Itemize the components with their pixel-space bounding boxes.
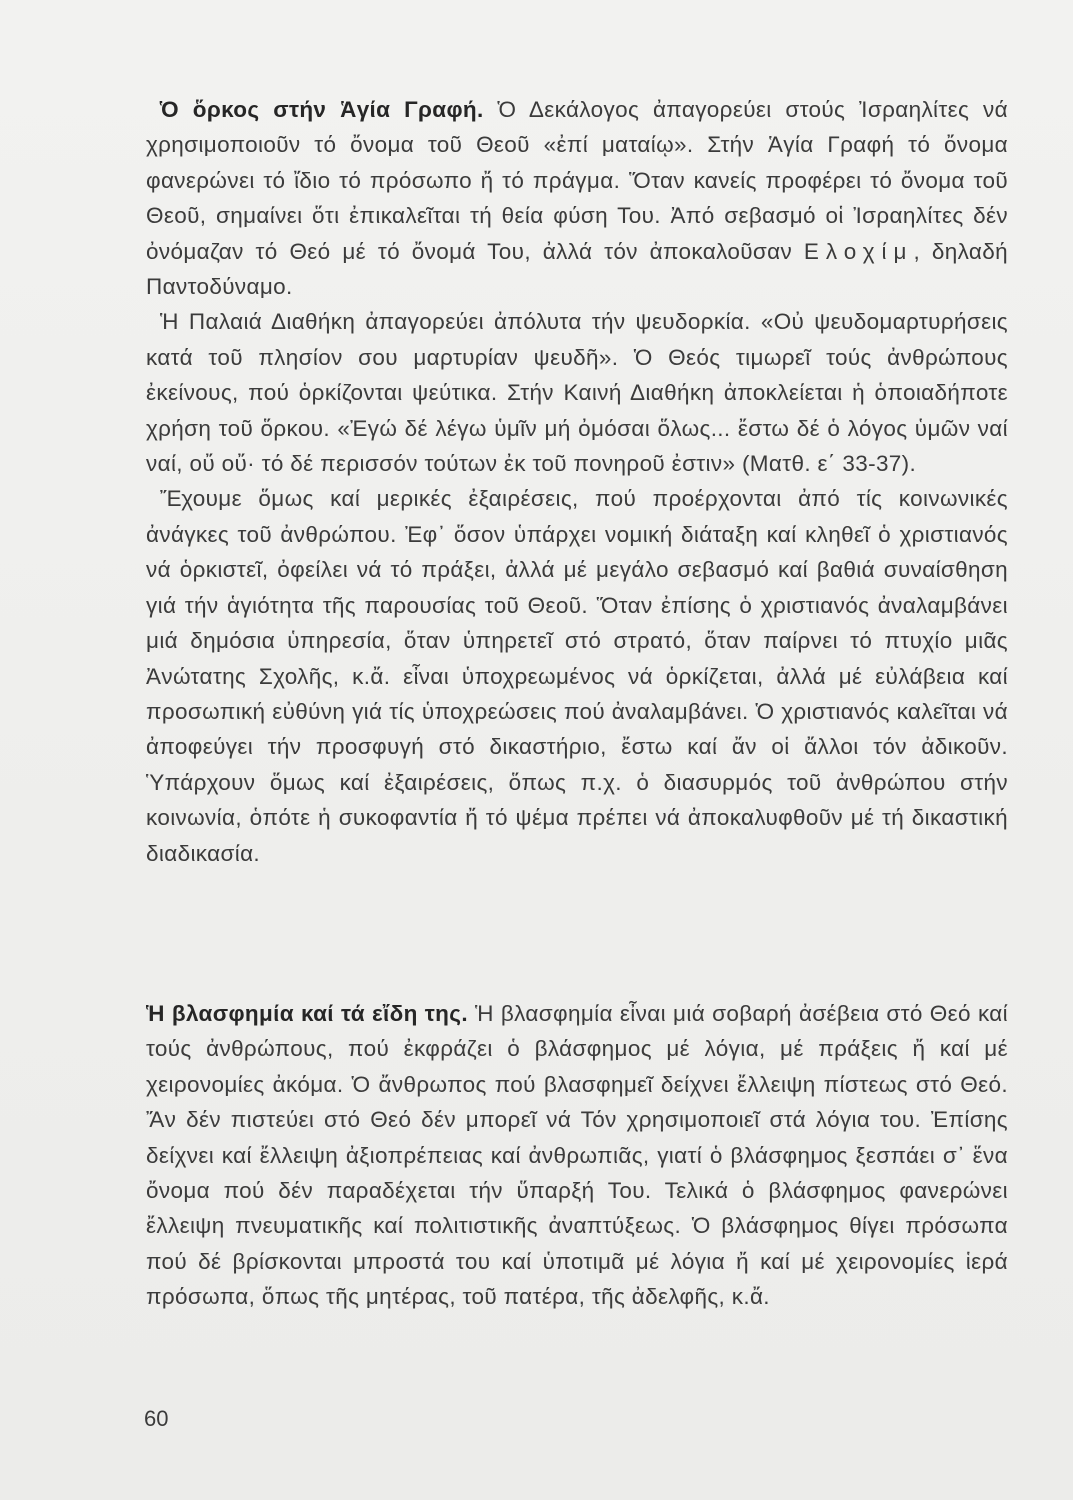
section-heading-blasphemy: Ἡ βλασφημία καί τά εἴδη της. (146, 1001, 468, 1026)
spaced-word-elohim: Ελοχίμ (803, 238, 914, 264)
paragraph-perjury: Ἡ Παλαιά Διαθήκη ἀπαγορεύει ἀπόλυτα τήν ψευδορκία. «Οὐ ψευδομαρτυρήσεις κατά τοῦ πλησίον σου μαρτυρίαν ψευδῆ». Ὁ Θεός τιμωρεῖ τούς ἀνθρώπους ἐκείνους, πού ὁρκίζονται ψεύτικα. Στήν Καινή Διαθήκη ἀποκλείεται ἡ ὁποιαδήποτε χρήση τοῦ ὅρκου. «Ἐγώ δέ λέγω ὑμῖν μή ὀμόσαι ὅλως... ἔστω δέ ὁ λόγος ὑμῶν ναί ναί, οὔ οὔ· τό δέ περισσόν τούτων ἐκ τοῦ πονηροῦ ἐστιν» (Ματθ. ε΄ 33-37). (146, 309, 1008, 477)
section-heading-oath: Ὁ ὅρκος στήν Ἁγία Γραφή. (160, 97, 484, 122)
paragraph-oath-intro (146, 92, 1008, 304)
page-number: 60 (144, 1406, 169, 1431)
section-blasphemy (146, 996, 1008, 1315)
paragraph-blasphemy (146, 996, 1008, 1315)
paragraph-exceptions: Ἔχουμε ὅμως καί μερικές ἐξαιρέσεις, πού προέρχονται ἀπό τίς κοινωνικές ἀνάγκες τοῦ ἀνθρώπου. Ἐφ᾽ ὅσον ὑπάρχει νομική διάταξη καί κληθεῖ ὁ χριστιανός νά ὁρκιστεῖ, ὀφείλει νά τό πράξει, ἀλλά μέ μεγάλο σεβασμό καί βαθιά συναίσθηση γιά τήν ἁγιότητα τῆς παρουσίας τοῦ Θεοῦ. Ὅταν ἐπίσης ὁ χριστιανός ἀναλαμβάνει μιά δημόσια ὑπηρεσία, ὅταν ὑπηρετεῖ στό στρατό, ὅταν παίρνει τό πτυχίο μιᾶς Ἀνώτατης Σχολῆς, κ.ἄ. εἶναι ὑποχρεωμένος νά ὁρκίζεται, ἀλλά μέ εὐλάβεια καί προσωπική εὐθύνη γιά τίς ὑποχρεώσεις πού ἀναλαμβάνει. Ὁ χριστιανός καλεῖται νά ἀποφεύγει τήν προσφυγή στό δικαστήριο, ἔστω καί ἄν οἱ ἄλλοι τόν ἀδικοῦν. Ὑπάρχουν ὅμως καί ἐξαιρέσεις, ὅπως π.χ. ὁ διασυρμός τοῦ ἀνθρώπου στήν κοινωνία, ὁπότε ἡ συκοφαντία ἤ τό ψέμα πρέπει νά ἀποκαλυφθοῦν μέ τή δικαστική διαδικασία. (146, 486, 1008, 866)
section-oath-in-scripture (146, 92, 1008, 871)
paragraph-oath-intro-tail: , δηλαδή Παντοδύναμο. (146, 238, 1008, 300)
paragraph-blasphemy-body: Ἡ βλασφημία εἶναι μιά σοβαρή ἀσέβεια στό Θεό καί τούς ἀνθρώπους, πού ἐκφράζει ὁ βλάσφημος μέ λόγια, μέ πράξεις ἤ καί μέ χειρονομίες ἀκόμα. Ὁ ἄνθρωπος πού βλασφημεῖ δείχνει ἔλλειψη πίστεως στό Θεό. Ἄν δέν πιστεύει στό Θεό δέν μπορεῖ νά Τόν χρησιμοποιεῖ στά λόγια του. Ἐπίσης δείχνει καί ἔλλειψη ἀξιοπρέπειας καί ἀνθρωπιᾶς, γιατί ὁ βλάσφημος ξεσπάει σ᾽ ἕνα ὄνομα πού δέν παραδέχεται τήν ὕπαρξή Του. Τελικά ὁ βλάσφημος φανερώνει ἔλλειψη πνευματικῆς καί πολιτιστικῆς ἀναπτύξεως. Ὁ βλάσφημος θίγει πρόσωπα πού δέ βρίσκονται μπροστά του καί ὑποτιμᾶ μέ λόγια ἤ καί μέ χειρονομίες ἱερά πρόσωπα, ὅπως τῆς μητέρας, τοῦ πατέρα, τῆς ἀδελφῆς, κ.ἄ. (146, 1001, 1008, 1310)
paragraph-oath-intro-body: Ὁ Δεκάλογος ἀπαγορεύει στούς Ἰσραηλίτες νά χρησιμοποιοῦν τό ὄνομα τοῦ Θεοῦ «ἐπί ματαίῳ». Στήν Ἁγία Γραφή τό ὄνομα φανερώνει τό ἴδιο τό πρόσωπο ἤ τό πράγμα. Ὅταν κανείς προφέρει τό ὄνομα τοῦ Θεοῦ, σημαίνει ὅτι ἐπικαλεῖται τή θεία φύση Του. Ἀπό σεβασμό οἱ Ἰσραηλίτες δέν ὀνόμαζαν τό Θεό μέ τό ὄνομά Του, ἀλλά τόν ἀποκαλοῦσαν (146, 97, 1008, 264)
